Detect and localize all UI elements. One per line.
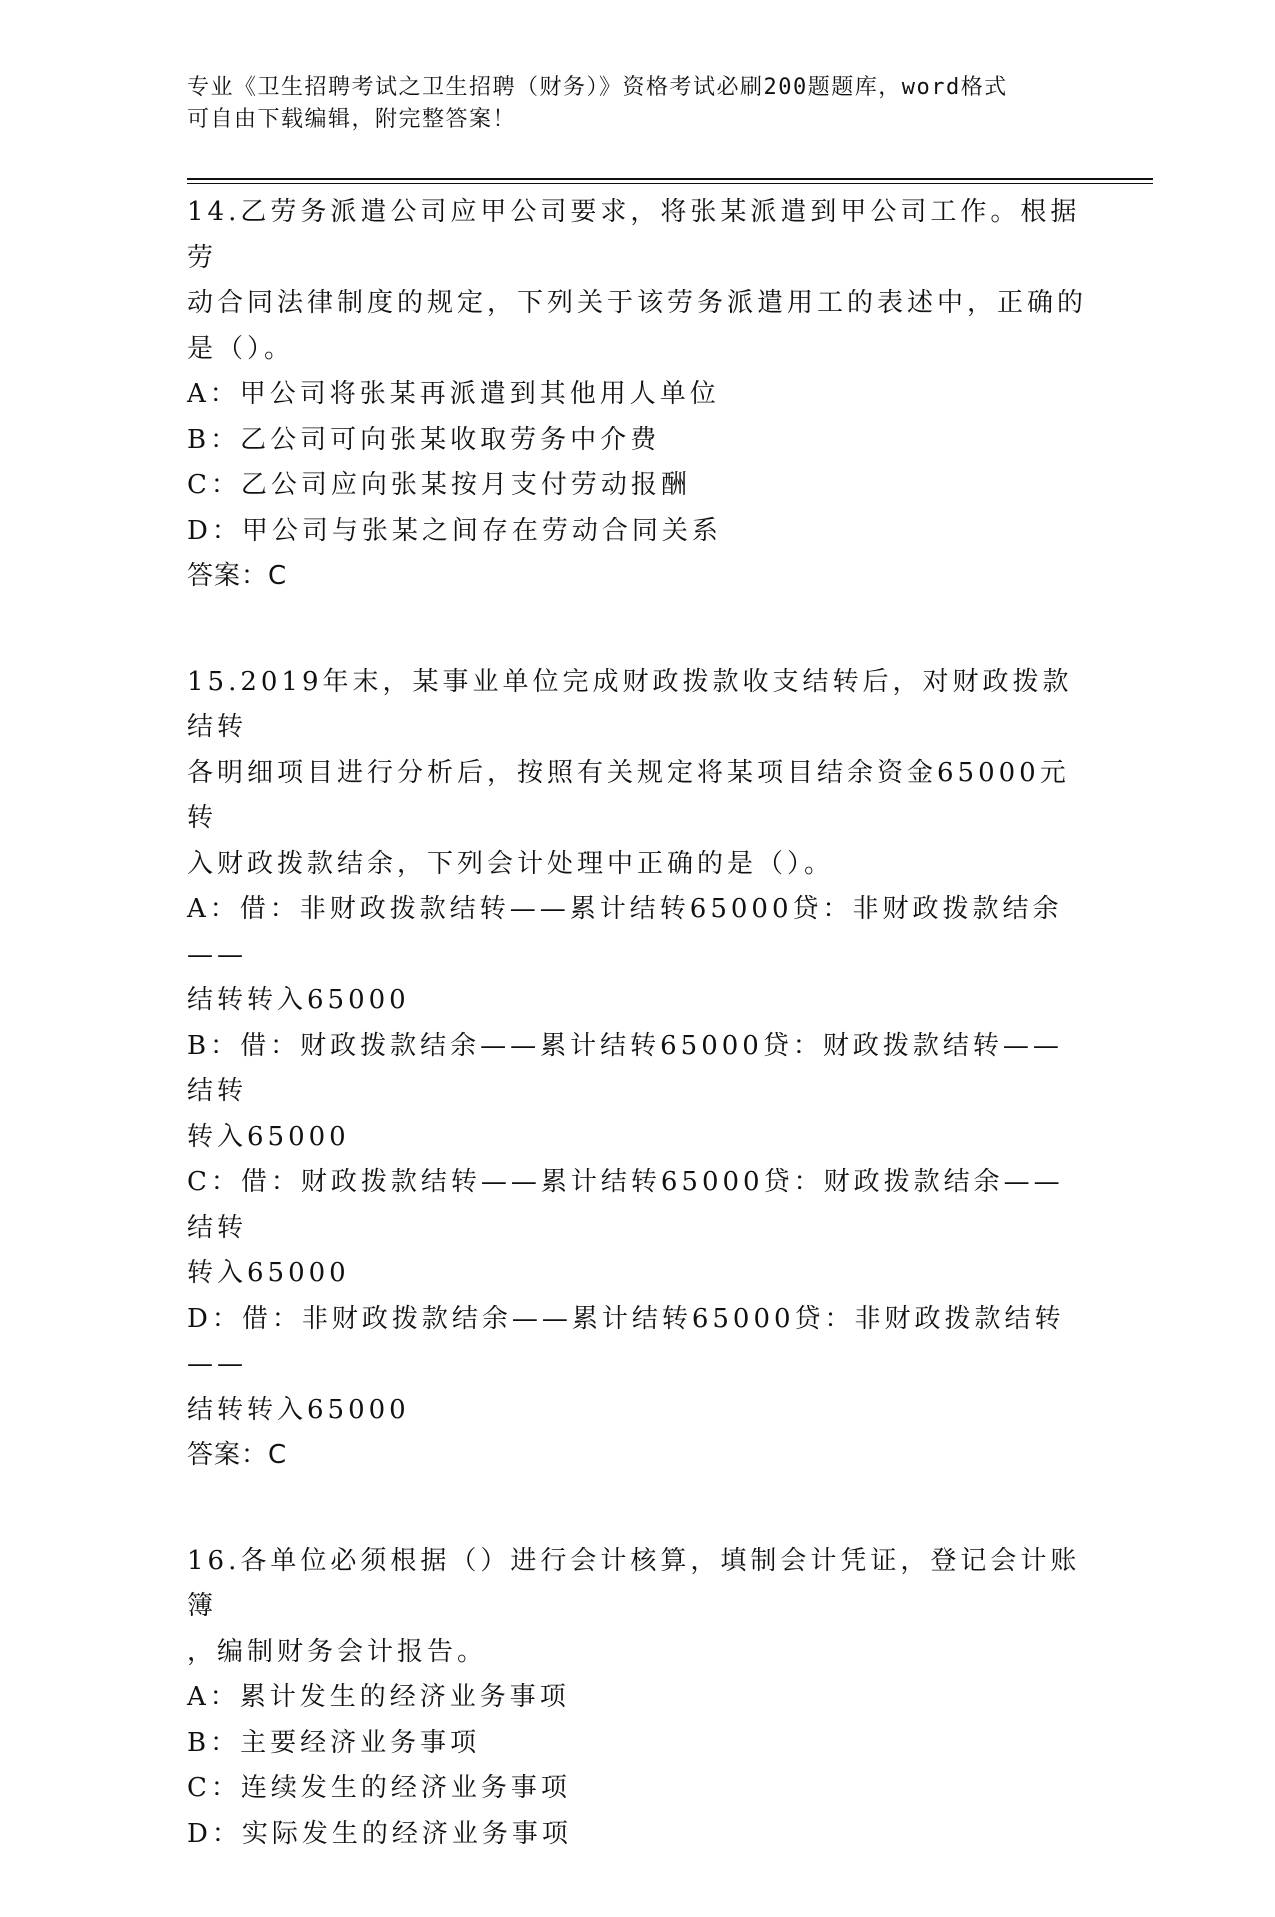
option-line: D：实际发生的经济业务事项 [187,1818,572,1849]
stem-line: 各明细项目进行分析后，按照有关规定将某项目结余资金65000元转 [187,757,1070,833]
stem-line: 是（）。 [187,333,295,364]
option-d [187,509,1087,555]
option-a [187,887,1087,1024]
answer-label: 答案：C [187,1440,288,1470]
option-line: C：借：财政拨款结转——累计结转65000贷：财政拨款结余——结转 [187,1167,1064,1243]
option-line: A：累计发生的经济业务事项 [187,1682,570,1712]
option-line: B：乙公司可向张某收取劳务中介费 [187,424,661,455]
option-line: 转入65000 [187,1121,350,1152]
option-d [187,1297,1087,1434]
option-b [187,1024,1087,1161]
answer-label: 答案：C [187,561,288,591]
option-d [187,1812,1087,1858]
stem-line: 15.2019年末，某事业单位完成财政拨款收支结转后，对财政拨款结转 [187,666,1073,742]
stem-line: 入财政拨款结余，下列会计处理中正确的是（）。 [187,848,835,879]
option-line: C：连续发生的经济业务事项 [187,1773,571,1803]
option-line: 转入65000 [187,1258,350,1288]
option-line: D：甲公司与张某之间存在劳动合同关系 [187,515,722,546]
option-a [187,1675,1087,1721]
option-line: 结转转入65000 [187,985,410,1015]
stem-line: 16.各单位必须根据（）进行会计核算，填制会计凭证，登记会计账簿 [187,1545,1081,1621]
option-line: D：借：非财政拨款结余——累计结转65000贷：非财政拨款结转—— [187,1303,1065,1379]
question-14 [187,190,1087,600]
question-16 [187,1539,1087,1858]
question-stem [187,190,1087,372]
option-b [187,418,1087,464]
question-stem [187,1539,1087,1676]
option-line: 结转转入65000 [187,1394,410,1425]
option-line: B：借：财政拨款结余——累计结转65000贷：财政拨款结转——结转 [187,1030,1063,1106]
option-line: B：主要经济业务事项 [187,1727,481,1758]
question-15 [187,660,1087,1479]
header-line-1: 专业《卫生招聘考试之卫生招聘（财务）》资格考试必刷200题题库，word格式 [187,75,1008,100]
header-rule-thin [187,183,1153,184]
option-c [187,1766,1087,1812]
option-line: C：乙公司应向张某按月支付劳动报酬 [187,470,691,500]
stem-line: 动合同法律制度的规定，下列关于该劳务派遣用工的表述中，正确的 [187,288,1088,318]
question-stem [187,660,1087,888]
header-rule-thick [187,178,1153,180]
option-a [187,372,1087,418]
question-list [187,190,1087,1917]
page-header [187,72,1087,136]
option-b [187,1721,1087,1767]
stem-line: 14.乙劳务派遣公司应甲公司要求，将张某派遣到甲公司工作。根据劳 [187,197,1081,273]
option-line: A：甲公司将张某再派遣到其他用人单位 [187,379,720,409]
option-line: A：借：非财政拨款结转——累计结转65000贷：非财政拨款结余—— [187,894,1063,970]
header-line-2: 可自由下载编辑，附完整答案！ [187,107,517,132]
option-c [187,463,1087,509]
option-c [187,1160,1087,1297]
stem-line: ，编制财务会计报告。 [187,1636,488,1667]
